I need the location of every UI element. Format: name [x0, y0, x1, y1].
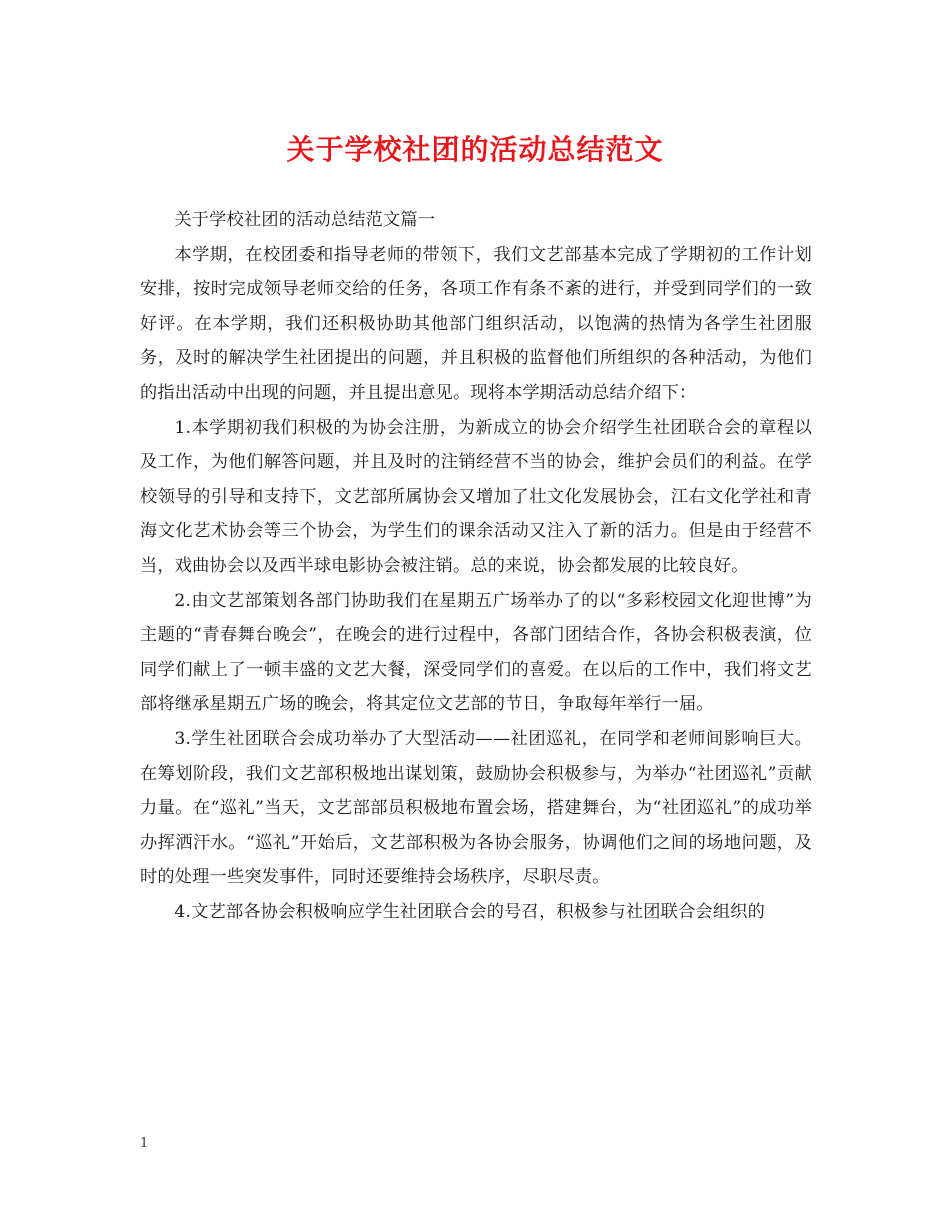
- paragraph: 本学期，在校团委和指导老师的带领下，我们文艺部基本完成了学期初的工作计划安排，按时完成领导老师交给的任务，各项工作有条不紊的进行，并受到同学们的一致好评。在本学期，我们还积极协助其他部门组织活动，以饱满的热情为各学生社团服务，及时的解决学生社团提出的问题，并且积极的监督他们所组织的各种活动，为他们的指出活动中出现的问题，并且提出意见。现将本学期活动总结介绍下：: [140, 244, 812, 403]
- document-body: [140, 203, 812, 929]
- paragraph: 1.本学期初我们积极的为协会注册，为新成立的协会介绍学生社团联合会的章程以及工作，为他们解答问题，并且及时的注销经营不当的协会，维护会员们的利益。在学校领导的引导和支持下，文艺部所属协会又增加了壮文化发展协会，江右文化学社和青海文化艺术协会等三个协会，为学生们的课余活动又注入了新的活力。但是由于经营不当，戏曲协会以及西半球电影协会被注销。总的来说，协会都发展的比较良好。: [140, 417, 812, 576]
- paragraph: 4.文艺部各协会积极响应学生社团联合会的号召，积极参与社团联合会组织的: [174, 901, 765, 922]
- paragraph: 2.由文艺部策划各部门协助我们在星期五广场举办了的以“多彩校园文化迎世博”为主题的“青春舞台晚会”，在晚会的进行过程中，各部门团结合作，各协会积极表演，位同学们献上了一顿丰盛的文艺大餐，深受同学们的喜爱。在以后的工作中，我们将文艺部将继承星期五广场的晚会，将其定位文艺部的节日，争取每年举行一届。: [140, 590, 812, 715]
- paragraph-heading: 关于学校社团的活动总结范文篇一: [174, 210, 436, 230]
- page-number: 1: [140, 1136, 149, 1151]
- paragraph: 3.学生社团联合会成功举办了大型活动——社团巡礼，在同学和老师间影响巨大。在筹划阶段，我们文艺部积极地出谋划策，鼓励协会积极参与，为举办“社团巡礼”贡献力量。在“巡礼”当天，文艺部部员积极地布置会场，搭建舞台，为“社团巡礼”的成功举办挥洒汗水。“巡礼”开始后，文艺部积极为各协会服务，协调他们之间的场地问题，及时的处理一些突发事件，同时还要维持会场秩序，尽职尽责。: [140, 728, 812, 888]
- document-title: 关于学校社团的活动总结范文: [286, 133, 664, 166]
